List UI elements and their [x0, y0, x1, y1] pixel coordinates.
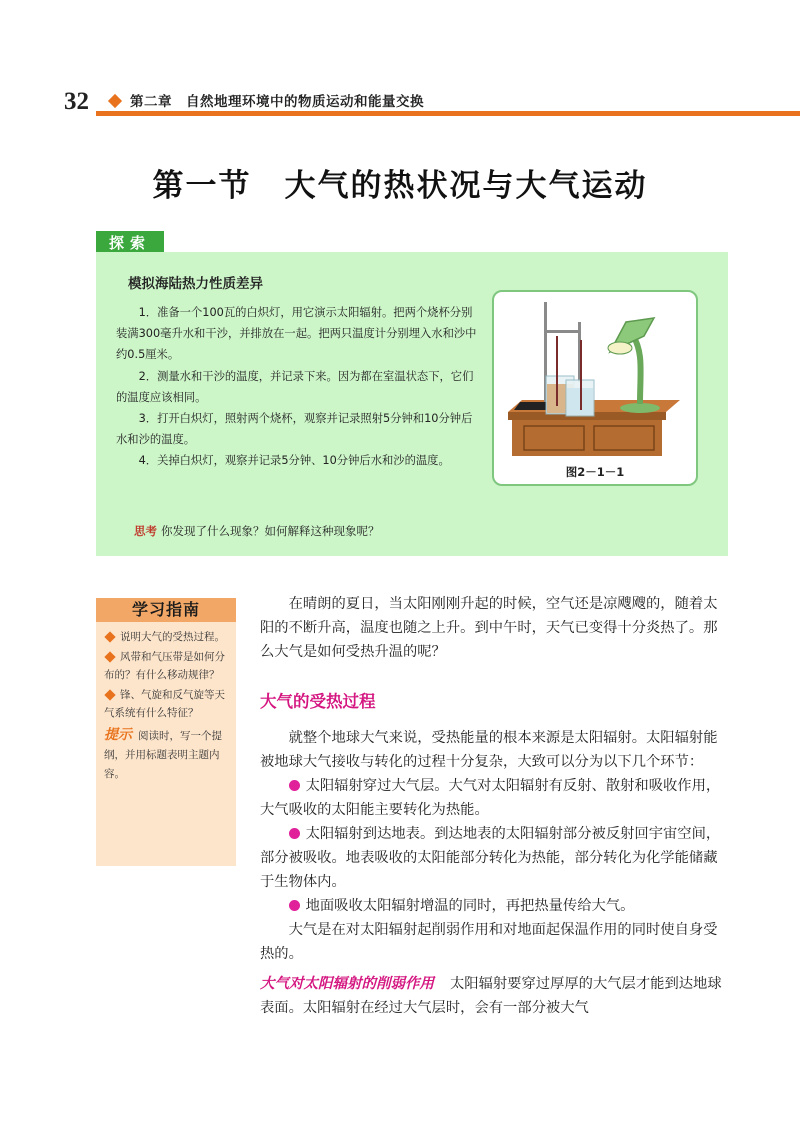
page-number: 32 — [64, 88, 89, 115]
pink-dot-icon — [289, 900, 300, 911]
think-label: 思考 — [134, 524, 157, 538]
study-guide-sidebar — [96, 598, 236, 866]
section-title: 第一节 大气的热状况与大气运动 — [152, 168, 648, 204]
chapter-title: 第二章 自然地理环境中的物质运动和能量交换 — [130, 94, 424, 110]
intro-text: 在晴朗的夏日，当太阳刚刚升起的时候，空气还是凉飕飕的，随着太阳的不断升高，温度也随之上升。到中午时，天气已变得十分炎热了。那么大气是如何受热升温的呢？ — [260, 596, 718, 660]
thermometer — [556, 336, 558, 406]
bullet-paragraph — [260, 894, 730, 918]
lamp-neck — [632, 334, 641, 404]
diamond-icon — [108, 94, 122, 108]
explore-box — [96, 252, 728, 556]
explore-step: 1．准备一个100瓦的白炽灯，用它演示太阳辐射。把两个烧杯分别装满300毫升水和干沙，并排放在一起。把两只温度计分别埋入水和沙中约0.5厘米。 — [116, 306, 477, 362]
experiment-figure — [492, 290, 698, 486]
explore-step: 2．测量水和干沙的温度，并记录下来。因为都在室温状态下，它们的温度应该相同。 — [116, 369, 474, 404]
bullet-text: 太阳辐射穿过大气层。大气对太阳辐射有反射、散射和吸收作用，大气吸收的太阳能主要转化为热能。 — [260, 778, 721, 818]
pink-dot-icon — [289, 828, 300, 839]
study-guide-item — [104, 628, 230, 646]
study-guide-list — [96, 622, 236, 722]
header-rule — [96, 111, 800, 116]
bullet-text: 太阳辐射到达地表。到达地表的太阳辐射部分被反射回宇宙空间，部分被吸收。地表吸收的太阳能部分转化为热能，部分转化为化学能储藏于生物体内。 — [260, 826, 721, 890]
main-content — [260, 726, 730, 1020]
think-text: 你发现了什么现象？如何解释这种现象呢？ — [161, 524, 380, 538]
explore-steps — [116, 302, 478, 472]
diamond-bullet-icon — [104, 651, 115, 662]
study-guide-item-text: 锋、气旋和反气旋等天气系统有什么特征？ — [104, 689, 225, 719]
tip-text: 阅读时，写一个提纲，并用标题表明主题内容。 — [104, 730, 222, 780]
paragraph: 就整个地球大气来说，受热能量的根本来源是太阳辐射。太阳辐射能被地球大气接收与转化的过程十分复杂，大致可以分为以下几个环节： — [260, 730, 718, 770]
section-heading: 大气的受热过程 — [260, 692, 376, 711]
study-guide-item — [104, 686, 230, 722]
pink-dot-icon — [289, 780, 300, 791]
explore-step: 3．打开白炽灯，照射两个烧杯，观察并记录照射5分钟和10分钟后水和沙的温度。 — [116, 412, 473, 447]
thermometer — [580, 340, 582, 410]
paragraph: 大气是在对太阳辐射起削弱作用和对地面起保温作用的同时使自身受热的。 — [260, 922, 718, 962]
figure-caption: 图2－1－1 — [565, 465, 625, 479]
tip-label: 提示 — [104, 727, 132, 743]
study-guide-item-text: 说明大气的受热过程。 — [120, 631, 225, 643]
explore-step: 4．关掉白炽灯，观察并记录5分钟、10分钟后水和沙的温度。 — [138, 454, 450, 468]
study-tip — [96, 724, 236, 784]
subsection-text: 太阳辐射要穿过厚厚的大气层才能到达地球表面。太阳辐射在经过大气层时，会有一部分被大气 — [260, 976, 722, 1016]
explore-tab: 探索 — [96, 231, 164, 255]
lamp-bulb — [608, 342, 632, 354]
study-guide-item — [104, 648, 230, 684]
subsection-heading: 大气对太阳辐射的削弱作用 — [260, 976, 434, 992]
think-prompt — [134, 523, 380, 539]
subsection-paragraph — [260, 972, 730, 1020]
bullet-paragraph — [260, 822, 730, 894]
page-header — [0, 84, 800, 120]
diamond-bullet-icon — [104, 689, 115, 700]
stand-arm — [544, 330, 578, 333]
intro-paragraph — [260, 592, 730, 664]
bullet-paragraph — [260, 774, 730, 822]
explore-heading: 模拟海陆热力性质差异 — [128, 276, 263, 292]
study-guide-title: 学习指南 — [96, 598, 236, 622]
diamond-bullet-icon — [104, 631, 115, 642]
lamp-beakers-illustration — [494, 292, 696, 484]
bullet-text: 地面吸收太阳辐射增温的同时，再把热量传给大气。 — [305, 898, 635, 914]
lamp-base — [620, 403, 660, 413]
study-guide-item-text: 风带和气压带是如何分布的？有什么移动规律？ — [104, 651, 225, 681]
